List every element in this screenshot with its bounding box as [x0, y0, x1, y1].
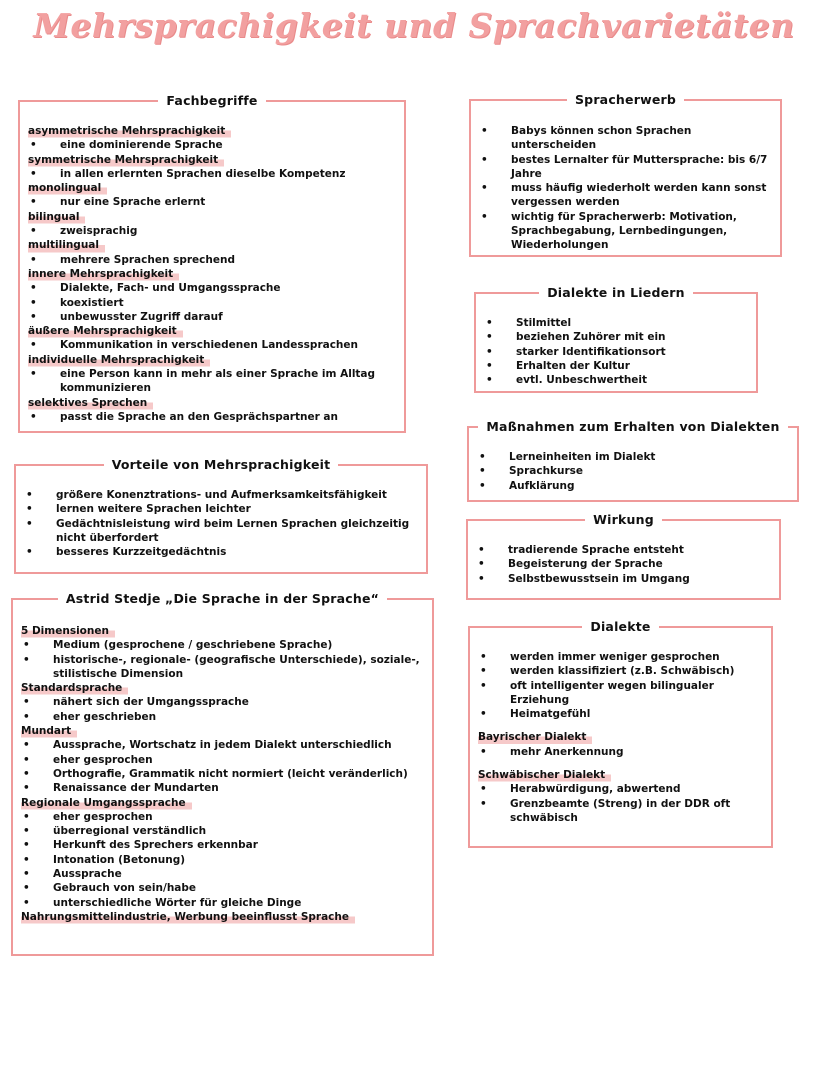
list-item-text: tradierende Sprache entsteht — [508, 544, 684, 556]
list-item — [479, 153, 774, 182]
page-title: Mehrsprachigkeit und Sprachvarietäten — [33, 6, 795, 45]
term-label: selektives Sprechen — [28, 396, 153, 410]
bullet-icon: • — [30, 296, 37, 309]
list-item — [479, 181, 774, 210]
list-item-text: Grenzbeamte (Streng) in der DDR oft schwäbisch — [510, 797, 731, 824]
bullet-icon: • — [478, 544, 485, 556]
list-item-text: in allen erlernten Sprachen dieselbe Kompetenz — [60, 167, 346, 180]
dialekte-box — [468, 619, 773, 848]
list-item-text: Aufklärung — [509, 479, 575, 492]
list-item — [21, 638, 426, 652]
list-item — [477, 479, 791, 493]
dialekte-title: Dialekte — [582, 619, 658, 634]
list-item-text: muss häufig wiederholt werden kann sonst vergessen werden — [511, 182, 767, 209]
term-heading — [28, 396, 398, 410]
list-item-text: nur eine Sprache erlernt — [60, 196, 206, 209]
list-item — [478, 679, 765, 708]
list-item-text: zweisprachig — [60, 225, 138, 238]
bullet-icon: • — [26, 503, 33, 516]
term-heading — [21, 624, 426, 638]
list-item-text: mehrere Sprachen sprechend — [60, 253, 235, 266]
list-item-text: Renaissance der Mundarten — [53, 782, 219, 795]
list-item — [478, 745, 765, 759]
bullet-icon: • — [479, 479, 486, 492]
list-item — [28, 310, 398, 324]
spacer — [478, 759, 765, 768]
list-item — [21, 653, 426, 682]
list-item-text: koexistiert — [60, 296, 124, 309]
list-item — [476, 572, 773, 586]
spacer — [478, 721, 765, 730]
list-item-text: Babys können schon Sprachen unterscheiden — [511, 125, 692, 152]
bullet-icon: • — [23, 653, 30, 666]
list-item-text: eher gesprochen — [53, 810, 153, 823]
list-item-text: eher geschrieben — [53, 710, 157, 723]
list-item — [28, 281, 398, 295]
dialekte-list — [478, 650, 765, 825]
bullet-icon: • — [480, 745, 487, 758]
list-item-text: Sprachkurse — [509, 465, 584, 478]
list-item-text: Gebrauch von sein/habe — [53, 882, 197, 895]
bullet-icon: • — [479, 465, 486, 478]
bullet-icon: • — [30, 310, 37, 323]
list-item — [28, 253, 398, 267]
bullet-icon: • — [486, 374, 493, 387]
bullet-icon: • — [23, 882, 30, 895]
list-item-text: Heimatgefühl — [510, 708, 591, 721]
list-item-text: Begeisterung der Sprache — [508, 558, 663, 571]
bullet-icon: • — [478, 558, 485, 571]
bullet-icon: • — [23, 710, 30, 723]
list-item — [21, 896, 426, 910]
massnahmen-list — [477, 450, 791, 493]
bullet-icon: • — [30, 225, 37, 238]
term-label: Schwäbischer Dialekt — [478, 768, 611, 782]
list-item — [478, 650, 765, 664]
list-item-text: bestes Lernalter für Muttersprache: bis 6/7 Jahre — [511, 153, 768, 180]
bullet-icon: • — [26, 546, 33, 559]
bullet-icon: • — [480, 783, 487, 796]
list-item-text: oft intelligenter wegen bilingualer Erziehung — [510, 679, 714, 706]
list-item-text: Dialekte, Fach- und Umgangssprache — [60, 282, 281, 295]
bullet-icon: • — [23, 868, 30, 881]
list-item — [21, 881, 426, 895]
list-item — [484, 373, 750, 387]
bullet-icon: • — [480, 665, 487, 678]
dialekte-in-liedern-list — [484, 316, 750, 387]
list-item-text: werden klassifiziert (z.B. Schwäbisch) — [510, 665, 735, 678]
term-heading — [478, 730, 765, 744]
vorteile-list — [24, 488, 420, 559]
term-heading — [21, 724, 426, 738]
list-item-text: Herabwürdigung, abwertend — [510, 783, 681, 796]
bullet-icon: • — [26, 489, 33, 501]
list-item-text: Stilmittel — [516, 317, 572, 329]
term-heading — [28, 238, 398, 252]
bullet-icon: • — [480, 797, 487, 810]
list-item — [484, 330, 750, 344]
term-label: Nahrungsmittelindustrie, Werbung beeinflusst Sprache — [21, 910, 355, 924]
list-item — [478, 707, 765, 721]
term-label: bilingual — [28, 210, 85, 224]
term-heading — [21, 681, 426, 695]
bullet-icon: • — [30, 282, 37, 295]
astrid-stedje-box — [11, 591, 434, 956]
term-label: Regionale Umgangssprache — [21, 796, 192, 810]
list-item-text: unterschiedliche Wörter für gleiche Dinge — [53, 896, 302, 909]
list-item — [21, 781, 426, 795]
term-heading — [478, 768, 765, 782]
bullet-icon: • — [30, 196, 37, 209]
list-item-text: Herkunft des Sprechers erkennbar — [53, 839, 258, 852]
list-item — [21, 838, 426, 852]
list-item-text: eine Person kann in mehr als einer Sprache im Alltag kommunizieren — [60, 368, 376, 395]
wirkung-box — [466, 512, 781, 600]
bullet-icon: • — [26, 517, 33, 530]
term-label: multilingual — [28, 238, 105, 252]
list-item-text: Aussprache — [53, 868, 122, 881]
term-label: monolingual — [28, 181, 107, 195]
wirkung-title: Wirkung — [585, 512, 662, 527]
list-item — [21, 867, 426, 881]
list-item-text: Kommunikation in verschiedenen Landessprachen — [60, 339, 358, 352]
list-item-text: Intonation (Betonung) — [53, 853, 186, 866]
term-heading — [28, 324, 398, 338]
bullet-icon: • — [479, 451, 486, 463]
list-item — [24, 517, 420, 546]
spracherwerb-list — [479, 124, 774, 253]
bullet-icon: • — [23, 739, 30, 752]
list-item — [21, 810, 426, 824]
bullet-icon: • — [23, 810, 30, 823]
term-label: Bayrischer Dialekt — [478, 730, 592, 744]
list-item-text: Aussprache, Wortschatz in jedem Dialekt unterschiedlich — [53, 739, 392, 752]
list-item — [28, 224, 398, 238]
bullet-icon: • — [486, 345, 493, 358]
list-item — [21, 710, 426, 724]
bullet-icon: • — [480, 679, 487, 692]
list-item-text: historische-, regionale- (geografische Unterschiede), soziale-, stilistische Dimension — [53, 653, 420, 680]
list-item-text: nähert sich der Umgangssprache — [53, 696, 249, 709]
bullet-icon: • — [23, 896, 30, 909]
fachbegriffe-title: Fachbegriffe — [158, 93, 265, 108]
term-heading — [28, 181, 398, 195]
term-heading — [28, 210, 398, 224]
list-item-text: besseres Kurzzeitgedächtnis — [56, 546, 227, 559]
list-item — [28, 138, 398, 152]
term-heading — [28, 124, 398, 138]
list-item — [484, 359, 750, 373]
list-item — [478, 797, 765, 826]
vorteile-title: Vorteile von Mehrsprachigkeit — [104, 457, 339, 472]
list-item — [478, 664, 765, 678]
list-item — [28, 410, 398, 424]
list-item — [24, 545, 420, 559]
list-item — [21, 738, 426, 752]
wirkung-list — [476, 543, 773, 586]
list-item-text: wichtig für Spracherwerb: Motivation, Sprachbegabung, Lernbedingungen, Wiederholungen — [511, 210, 737, 252]
term-label: asymmetrische Mehrsprachigkeit — [28, 124, 231, 138]
bullet-icon: • — [480, 708, 487, 721]
list-item-text: werden immer weniger gesprochen — [510, 651, 720, 663]
massnahmen-title: Maßnahmen zum Erhalten von Dialekten — [478, 419, 787, 434]
bullet-icon: • — [30, 339, 37, 352]
list-item-text: unbewusster Zugriff darauf — [60, 310, 223, 323]
term-heading — [21, 796, 426, 810]
list-item — [28, 195, 398, 209]
list-item — [28, 167, 398, 181]
astrid-stedje-list — [21, 624, 426, 924]
list-item-text: mehr Anerkennung — [510, 745, 624, 758]
list-item — [28, 367, 398, 396]
term-heading — [28, 353, 398, 367]
list-item — [24, 502, 420, 516]
list-item-text: Selbstbewusstsein im Umgang — [508, 572, 690, 585]
term-label: Mundart — [21, 724, 77, 738]
list-item-text: Gedächtnisleistung wird beim Lernen Sprachen gleichzeitig nicht überfordert — [56, 517, 410, 544]
list-item — [478, 782, 765, 796]
fachbegriffe-list — [28, 124, 398, 424]
bullet-icon: • — [30, 368, 37, 381]
list-item — [21, 824, 426, 838]
term-heading — [28, 153, 398, 167]
bullet-icon: • — [486, 359, 493, 372]
list-item-text: starker Identifikationsort — [516, 345, 666, 358]
bullet-icon: • — [478, 572, 485, 585]
term-label: 5 Dimensionen — [21, 624, 115, 638]
list-item — [24, 488, 420, 502]
bullet-icon: • — [481, 153, 488, 166]
list-item-text: größere Konenztrations- und Aufmerksamkeitsfähigkeit — [56, 489, 387, 501]
spracherwerb-title: Spracherwerb — [567, 92, 684, 107]
bullet-icon: • — [481, 210, 488, 223]
list-item — [21, 695, 426, 709]
bullet-icon: • — [23, 753, 30, 766]
fachbegriffe-box — [18, 93, 406, 433]
bullet-icon: • — [30, 410, 37, 423]
list-item — [476, 557, 773, 571]
bullet-icon: • — [481, 182, 488, 195]
bullet-icon: • — [23, 639, 30, 652]
term-label: symmetrische Mehrsprachigkeit — [28, 153, 224, 167]
list-item — [479, 124, 774, 153]
term-label: äußere Mehrsprachigkeit — [28, 324, 183, 338]
vorteile-box — [14, 457, 428, 574]
list-item — [484, 316, 750, 330]
list-item-text: passt die Sprache an den Gesprächspartner an — [60, 410, 338, 423]
list-item — [479, 210, 774, 253]
dialekte-in-liedern-box — [474, 285, 758, 393]
list-item-text: überregional verständlich — [53, 825, 207, 838]
bullet-icon: • — [23, 767, 30, 780]
bullet-icon: • — [486, 331, 493, 344]
list-item — [21, 853, 426, 867]
massnahmen-box — [467, 419, 799, 502]
list-item-text: lernen weitere Sprachen leichter — [56, 503, 251, 516]
spracherwerb-box — [469, 92, 782, 257]
term-label: Standardsprache — [21, 681, 128, 695]
list-item-text: Medium (gesprochene / geschriebene Sprache) — [53, 639, 333, 652]
bullet-icon: • — [23, 825, 30, 838]
bullet-icon: • — [480, 651, 487, 663]
list-item-text: Orthografie, Grammatik nicht normiert (leicht veränderlich) — [53, 767, 408, 780]
term-heading — [21, 910, 426, 924]
list-item-text: beziehen Zuhörer mit ein — [516, 331, 666, 344]
bullet-icon: • — [30, 139, 37, 152]
list-item — [28, 296, 398, 310]
list-item — [476, 543, 773, 557]
list-item-text: eher gesprochen — [53, 753, 153, 766]
list-item — [484, 345, 750, 359]
term-label: innere Mehrsprachigkeit — [28, 267, 179, 281]
astrid-stedje-title: Astrid Stedje „Die Sprache in der Sprache“ — [58, 591, 387, 606]
list-item-text: Erhalten der Kultur — [516, 359, 630, 372]
list-item-text: eine dominierende Sprache — [60, 139, 223, 152]
bullet-icon: • — [481, 125, 488, 137]
list-item-text: evtl. Unbeschwertheit — [516, 374, 648, 387]
bullet-icon: • — [23, 839, 30, 852]
term-heading — [28, 267, 398, 281]
list-item — [477, 450, 791, 464]
term-label: individuelle Mehrsprachigkeit — [28, 353, 210, 367]
bullet-icon: • — [30, 253, 37, 266]
list-item — [21, 753, 426, 767]
list-item — [28, 338, 398, 352]
bullet-icon: • — [23, 853, 30, 866]
list-item-text: Lerneinheiten im Dialekt — [509, 451, 656, 463]
bullet-icon: • — [486, 317, 493, 329]
list-item — [477, 464, 791, 478]
bullet-icon: • — [23, 696, 30, 709]
list-item — [21, 767, 426, 781]
bullet-icon: • — [23, 782, 30, 795]
bullet-icon: • — [30, 167, 37, 180]
dialekte-in-liedern-title: Dialekte in Liedern — [539, 285, 693, 300]
